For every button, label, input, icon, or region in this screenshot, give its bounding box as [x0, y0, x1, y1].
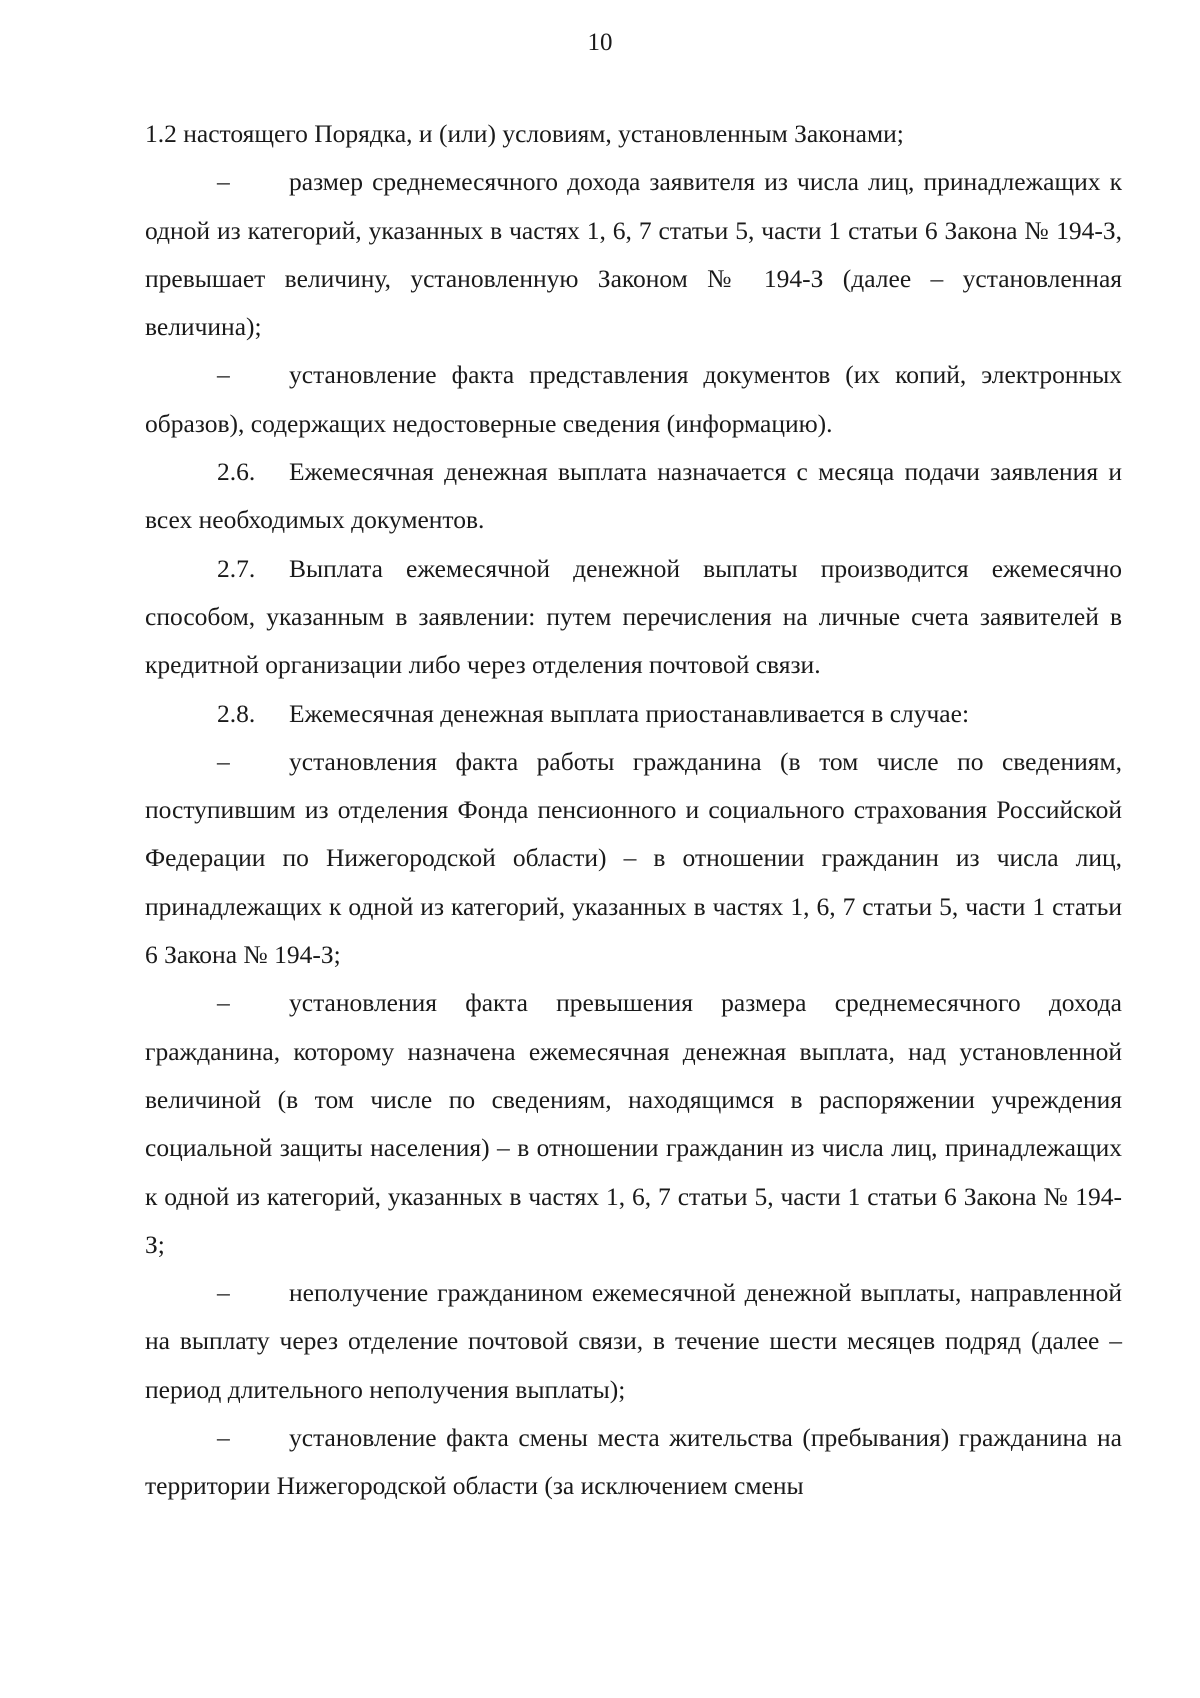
list-marker: – — [217, 1278, 230, 1308]
list-item-dash — [145, 979, 1122, 1269]
document-body — [145, 110, 1122, 1511]
page-number: 10 — [587, 29, 613, 56]
clause-2-6 — [145, 448, 1122, 545]
list-item-dash — [145, 1269, 1122, 1414]
paragraph-continuation — [145, 110, 1122, 158]
list-item-dash — [145, 738, 1122, 979]
paragraph-text: установления факта превышения размера среднемесячного дохода гражданина, которому назначена ежемесячная денежная выплата, над установленной величиной (в том числе по сведениям, находящимся в распоряжении учреждения социальной защиты населения) – в отношении гражданин из числа лиц, принадлежащих к одной из категорий, указанных в частях 1, 6, 7 статьи 5, части 1 статьи 6 Закона № 194-З; — [145, 988, 1122, 1259]
clause-2-7 — [145, 545, 1122, 690]
clause-2-8 — [145, 690, 1122, 738]
paragraph-text: Ежемесячная денежная выплата назначается с месяца подачи заявления и всех необходимых документов. — [145, 457, 1122, 535]
list-marker: – — [217, 988, 230, 1018]
clause-number: 2.6. — [217, 457, 256, 487]
paragraph-text: установление факта представления документов (их копий, электронных образов), содержащих недостоверные сведения (информацию). — [145, 360, 1122, 438]
list-item-dash — [145, 158, 1122, 351]
list-marker: – — [217, 1423, 230, 1453]
paragraph-text: установления факта работы гражданина (в том числе по сведениям, поступившим из отделения Фонда пенсионного и социального страхования Российской Федерации по Нижегородской области) – в отношении гражданин из числа лиц, принадлежащих к одной из категорий, указанных в частях 1, 6, 7 статьи 5, части 1 статьи 6 Закона № 194-З; — [145, 746, 1122, 970]
paragraph-text: 1.2 настоящего Порядка, и (или) условиям, установленным Законами; — [145, 119, 904, 148]
paragraph-text: размер среднемесячного дохода заявителя из числа лиц, принадлежащих к одной из категорий, указанных в частях 1, 6, 7 статьи 5, части 1 статьи 6 Закона № 194-З, превышает величину, установленную Законом № 194-З (далее – установленная величина); — [145, 167, 1122, 342]
list-item-dash — [145, 1414, 1122, 1511]
paragraph-text: неполучение гражданином ежемесячной денежной выплаты, направленной на выплату через отделение почтовой связи, в течение шести месяцев подряд (далее – период длительного неполучения выплаты); — [145, 1278, 1122, 1404]
clause-number: 2.7. — [217, 553, 256, 583]
list-marker: – — [217, 360, 230, 390]
list-item-dash — [145, 351, 1122, 448]
list-marker: – — [217, 746, 230, 776]
list-marker: – — [217, 167, 230, 197]
paragraph-text: Выплата ежемесячной денежной выплаты производится ежемесячно способом, указанным в заявлении: путем перечисления на личные счета заявителей в кредитной организации либо через отделения почтовой связи. — [145, 553, 1122, 680]
clause-number: 2.8. — [217, 698, 256, 728]
paragraph-text: Ежемесячная денежная выплата приостанавливается в случае: — [289, 698, 970, 728]
paragraph-text: установление факта смены места жительства (пребывания) гражданина на территории Нижегородской области (за исключением смены — [145, 1423, 1122, 1501]
